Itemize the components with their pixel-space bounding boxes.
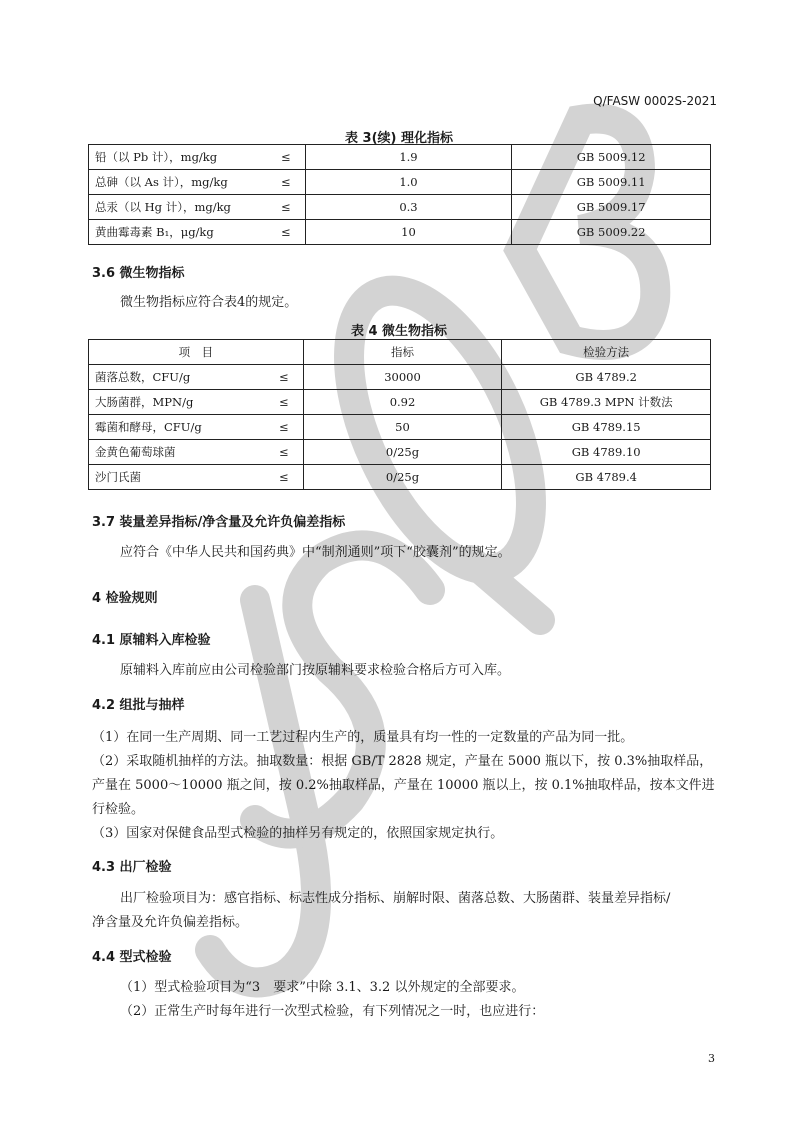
table4-value: 30000	[303, 365, 502, 390]
section-4-2-para-2c: 行检验。	[92, 802, 145, 817]
table3-item: 铅（以 Pb 计），mg/kg	[95, 150, 218, 164]
table3-item: 总汞（以 Hg 计），mg/kg	[95, 200, 231, 214]
section-4-heading: 4 检验规则	[92, 591, 158, 606]
watermark-letter-q-tail	[470, 560, 540, 620]
table4-value: 0/25g	[303, 440, 502, 465]
table-row	[89, 465, 711, 490]
table4-method: GB 4789.15	[502, 415, 711, 440]
table-row	[89, 365, 711, 390]
table4-header-method: 检验方法	[502, 340, 711, 365]
table4-method: GB 4789.3 MPN 计数法	[502, 390, 711, 415]
relation-symbol: ≤	[279, 370, 289, 384]
section-4-1-heading: 4.1 原辅料入库检验	[92, 633, 211, 648]
table4-item: 霉菌和酵母，CFU/g	[95, 420, 202, 434]
relation-symbol: ≤	[281, 150, 291, 164]
standard-code: Q/FASW 0002S-2021	[593, 94, 717, 108]
relation-symbol: ≤	[281, 175, 291, 189]
table3	[88, 144, 711, 245]
table4-item: 金黄色葡萄球菌	[95, 445, 176, 459]
table4-method: GB 4789.10	[502, 440, 711, 465]
section-4-1-text: 原辅料入库前应由公司检验部门按原辅料要求检验合格后方可入库。	[120, 663, 511, 678]
section-3-7-text: 应符合《中华人民共和国药典》中“制剂通则”项下“胶囊剂”的规定。	[120, 545, 511, 560]
table4-value: 0/25g	[303, 465, 502, 490]
relation-symbol: ≤	[279, 445, 289, 459]
table-row	[89, 195, 711, 220]
table3-value: 0.3	[305, 195, 512, 220]
table3-method: GB 5009.12	[512, 145, 711, 170]
section-4-2-para-2a: （2）采取随机抽样的方法。抽取数量：根据 GB/T 2828 规定，产量在 5000 瓶以下，按 0.3%抽取样品，	[92, 754, 713, 769]
table4-item: 大肠菌群，MPN/g	[95, 395, 194, 409]
table4-method: GB 4789.4	[502, 465, 711, 490]
relation-symbol: ≤	[279, 420, 289, 434]
table-row	[89, 220, 711, 245]
section-3-6-text: 微生物指标应符合表4的规定。	[120, 295, 298, 310]
relation-symbol: ≤	[281, 225, 291, 239]
table3-method: GB 5009.17	[512, 195, 711, 220]
section-4-4-para-2: （2）正常生产时每年进行一次型式检验，有下列情况之一时，也应进行：	[120, 1004, 545, 1019]
table4-item: 沙门氏菌	[95, 470, 141, 484]
table-row	[89, 390, 711, 415]
section-4-2-para-1: （1）在同一生产周期、同一工艺过程内生产的，质量具有均一性的一定数量的产品为同一批。	[92, 730, 634, 745]
section-3-7-heading: 3.7 装量差异指标/净含量及允许负偏差指标	[92, 515, 346, 530]
table4-value: 0.92	[303, 390, 502, 415]
table-row	[89, 415, 711, 440]
section-4-3-para-1a: 出厂检验项目为：感官指标、标志性成分指标、崩解时限、菌落总数、大肠菌群、装量差异指标/	[120, 891, 671, 906]
table3-value: 1.0	[305, 170, 512, 195]
section-4-2-para-3: （3）国家对保健食品型式检验的抽样另有规定的，依照国家规定执行。	[92, 826, 504, 841]
table4-item: 菌落总数，CFU/g	[95, 370, 191, 384]
table3-caption: 表 3(续) 理化指标	[345, 131, 453, 146]
section-4-3-heading: 4.3 出厂检验	[92, 860, 172, 875]
table3-method: GB 5009.22	[512, 220, 711, 245]
table3-value: 1.9	[305, 145, 512, 170]
relation-symbol: ≤	[279, 395, 289, 409]
section-4-4-para-1: （1）型式检验项目为“3 要求”中除 3.1、3.2 以外规定的全部要求。	[120, 980, 525, 995]
section-4-3-para-1b: 净含量及允许负偏差指标。	[92, 915, 249, 930]
section-4-2-heading: 4.2 组批与抽样	[92, 698, 185, 713]
table-row	[89, 440, 711, 465]
table-row	[89, 145, 711, 170]
table3-method: GB 5009.11	[512, 170, 711, 195]
section-3-6-heading: 3.6 微生物指标	[92, 266, 185, 281]
table4-header-value: 指标	[303, 340, 502, 365]
table3-value: 10	[305, 220, 512, 245]
table4-method: GB 4789.2	[502, 365, 711, 390]
table4	[88, 339, 711, 490]
table3-item: 黄曲霉毒素 B₁，μg/kg	[95, 225, 214, 239]
table4-value: 50	[303, 415, 502, 440]
table-row	[89, 170, 711, 195]
relation-symbol: ≤	[281, 200, 291, 214]
page-number: 3	[708, 1052, 715, 1065]
table-header-row	[89, 340, 711, 365]
section-4-2-para-2b: 产量在 5000～10000 瓶之间，按 0.2%抽取样品，产量在 10000 瓶以上，按 0.1%抽取样品，按本文件进	[92, 778, 715, 793]
table4-header-item: 项 目	[89, 340, 304, 365]
relation-symbol: ≤	[279, 470, 289, 484]
table4-caption: 表 4 微生物指标	[350, 324, 448, 339]
table3-item: 总砷（以 As 计），mg/kg	[95, 175, 228, 189]
section-4-4-heading: 4.4 型式检验	[92, 950, 172, 965]
